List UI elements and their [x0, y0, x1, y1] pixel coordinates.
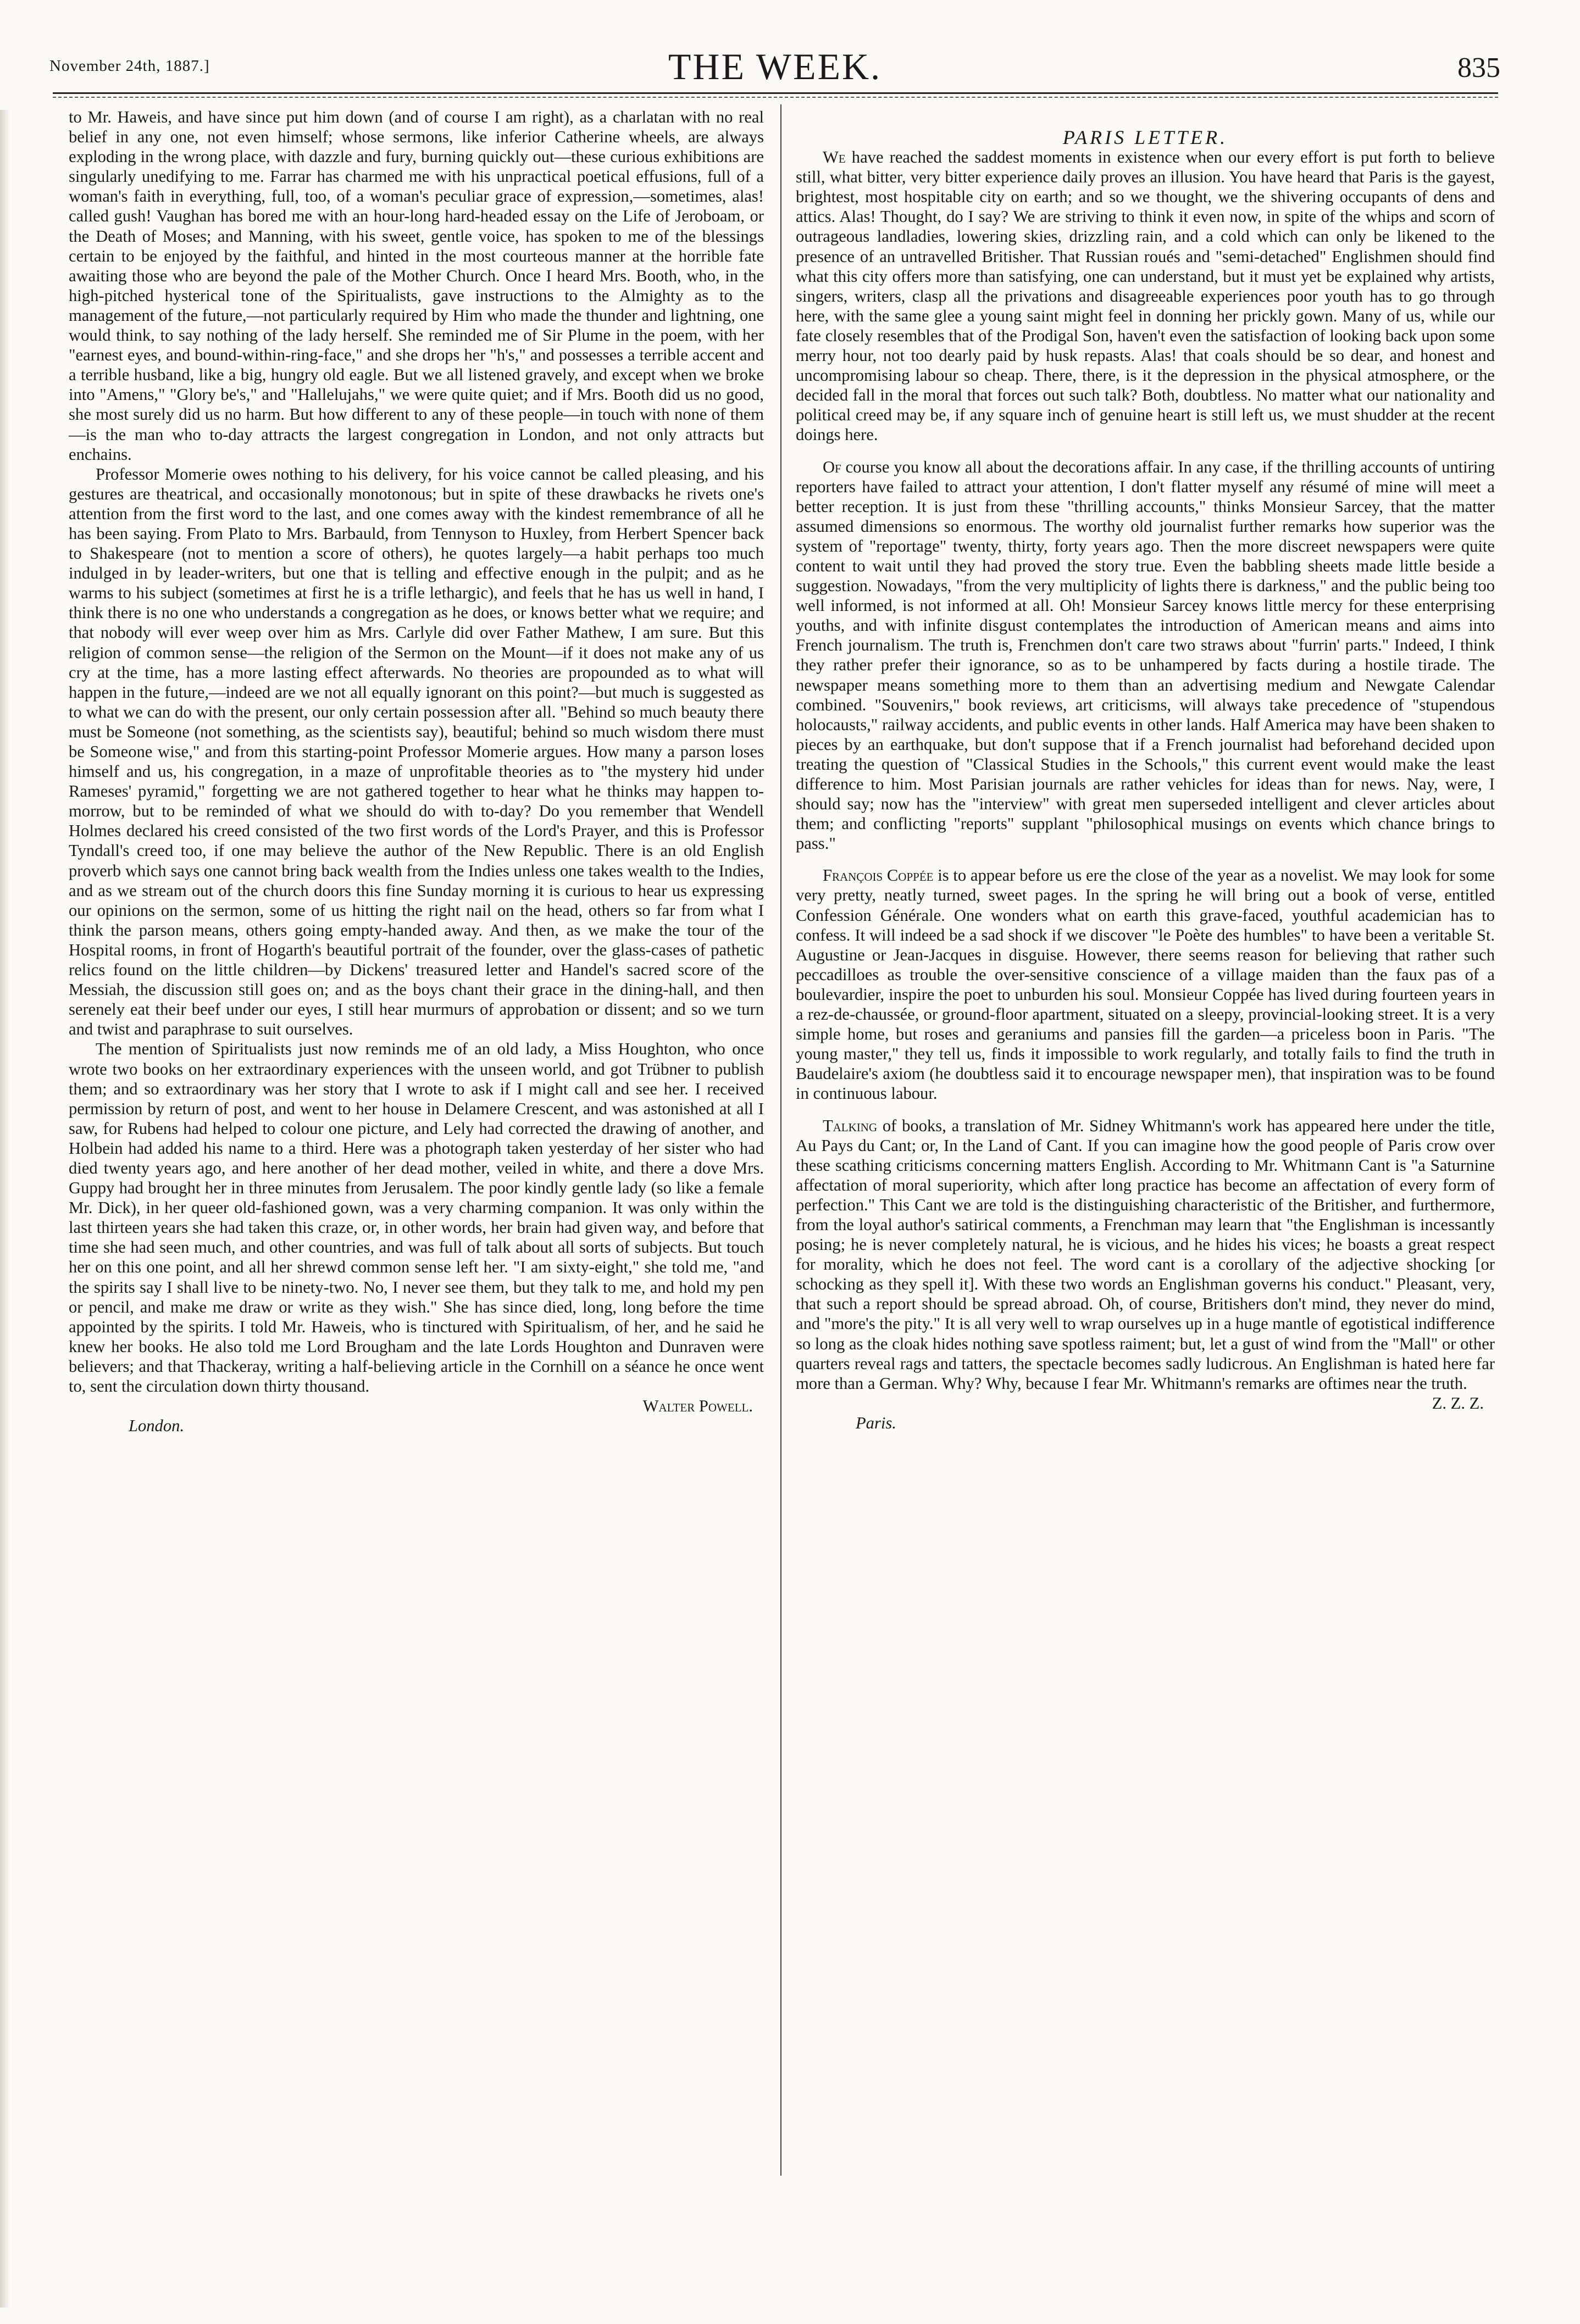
paragraph-lead: François Coppée: [822, 866, 934, 885]
article-paragraph: [796, 865, 1495, 1103]
masthead-title: THE WEEK.: [668, 46, 882, 87]
paragraph-body: have reached the saddest moments in existence when our every effort is put forth to believe still, what bitter, very bitter experience daily proves an illusion. You have heard that Paris is the gayest, brightest, most hospitable city on earth; and so we thought, we the shivering occupants of dens and attics. Alas! Thought, do I say? We are striving to think it even now, in spite of the whips and scorn of outrageous landladies, lowering skies, drizzling rain, and a cold which can only be likened to the presence of an untravelled Britisher. That Russian roués and "semi-detached" Englishmen should find what this city offers more than satisfying, one can understand, but it must yet be explained why artists, singers, writers, clasp all the privations and disagreeable experiences poor youth has to go through here, with the same glee a young saint might feel in donning her prickly gown. Many of us, while our fate closely resembles that of the Prodigal Son, haven't even the satisfaction of looking back upon some merry hour, not too dearly paid by husk repasts. Alas! that coals should be so dear, and honest and uncompromising labour so cheap. There, there, is it the depression in the physical atmosphere, or the decided fall in the moral that forces out such talk? Both, doubtless. No matter what our nationality and political creed may be, if any square inch of genuine heart is still left us, we must shudder at the recent doings here.: [796, 148, 1495, 444]
page-number: 835: [1457, 52, 1500, 84]
dateline-place: London.: [128, 1416, 185, 1436]
article-paragraph: to Mr. Haweis, and have since put him down (and of course I am right), as a charlatan with no real belief in any one, not even himself; whose sermons, like inferior Catherine wheels, are always exploding in the wrong place, with dazzle and fury, burning quickly out—these curious exhibitions are singularly unedifying to me. Farrar has charmed me with his unpractical poetical effusions, full of a woman's faith in everything, full, too, of a woman's peculiar grace of expression,—sometimes, alas! called gush! Vaughan has bored me with an hour-long hard-headed essay on the Life of Jeroboam, or the Death of Moses; and Manning, with his sweet, gentle voice, has spoken to me of the blessings certain to be enjoyed by the faithful, and hinted in the most courteous manner at the horrible fate awaiting those who are beyond the pale of the Mother Church. Once I heard Mrs. Booth, who, in the high-pitched hysterical tone of the Spiritualists, gave instructions to the Almighty as to the management of the future,—not particularly required by Him who made the thunder and lightning, one would think, to say nothing of the lady herself. She reminded me of Sir Plume in the poem, with her "earnest eyes, and bound-within-ring-face," and she drops her "h's," and possesses a terrible accent and a terrible husband, like a big, hungry old eagle. But we all listened gravely, and except when we broke into "Amens," "Glory be's," and "Hallelujahs," we were quite quiet; and if Mrs. Booth did us no good, she most surely did us no harm. But how different to any of these people—in touch with none of them—is the man who to-day attracts the largest congregation in London, and not only attracts but enchains.: [69, 108, 764, 464]
right-column: [796, 127, 1495, 1433]
dateline-place: Paris.: [855, 1413, 896, 1432]
paragraph-body: of books, a translation of Mr. Sidney Whitmann's work has appeared here under the title, Au Pays du Cant; or, In the Land of Cant. If you can imagine how the good people of Paris crow over these scathing criticisms concerning matters English. According to Mr. Whitmann Cant is "a Saturnine affectation of moral superiority, which after long practice has become an affectation of every form of perfection." This Cant we are told is the distinguishing characteristic of the Britisher, and furthermore, from the loyal author's satirical comments, a Frenchman may learn that "the Englishman is incessantly posing; he is never completely natural, he is vicious, and he hides his vices; he boasts a great respect for morality, which he does not feel. The word cant is a corollary of the adjective shocking [or schocking as they spell it]. With these two words an Englishman governs his conduct." Pleasant, very, that such a report should be spread abroad. Oh, of course, Britishers don't mind, they never do mind, and "more's the pity." It is all very well to wrap ourselves up in a huge mantle of egotistical indifference so long as the cloak hides nothing save spotless raiment; but, let a gust of wind from the "Mall" or other quarters reveal rags and tatters, the spectacle becomes sadly ludicrous. An Englishman is hated here far more than a German. Why? Why, because I fear Mr. Whitmann's remarks are oftimes near the truth.: [796, 1116, 1495, 1393]
section-heading: PARIS LETTER.: [1062, 126, 1228, 148]
page-edge-shadow: [0, 110, 10, 2308]
paragraph-lead: Of: [822, 457, 841, 476]
header-dashed-rule: [53, 97, 1498, 98]
article-paragraph: [796, 1116, 1495, 1393]
author-signature: Walter Powell.: [642, 1397, 753, 1416]
paragraph-lead: Talking: [822, 1116, 878, 1135]
author-signature: Z. Z. Z.: [1432, 1393, 1484, 1413]
article-paragraph: The mention of Spiritualists just now reminds me of an old lady, a Miss Houghton, who once wrote two books on her extraordinary experiences with the unseen world, and got Trübner to publish them; and so extraordinary was her story that I wrote to ask if I might call and see her. I received permission by return of post, and went to her house in Delamere Crescent, and was astonished at all I saw, for Rubens had helped to colour one picture, and Lely had corrected the drawing of another, and Holbein had added his name to a third. Here was a photograph taken yesterday of her sister who had died twenty years ago, and here another of her dead mother, veiled in white, and there a dove Mrs. Guppy had brought her in three minutes from Jerusalem. The poor kindly gentle lady (so like a female Mr. Dick), in her queer old-fashioned gown, was a very charming companion. It was only within the last thirteen years she had taken this craze, or, in other words, her brain had given way, and before that time she had seen much, and other countries, and was full of talk about all sorts of subjects. But touch her on this one point, and all her shrewd common sense left her. "I am sixty-eight," she told me, "and the spirits say I shall live to be ninety-two. No, I never see them, but they talk to me, and hold my pen or pencil, and make me draw or write as they wish." She has since died, long, long before the time appointed by the spirits. I told Mr. Haweis, who is tinctured with Spiritualism, of her, and he said he knew her books. He also told me Lord Brougham and the late Lords Houghton and Dunraven were believers; and that Thackeray, writing a half-believing article in the Cornhill on a séance he once went to, sent the circulation down thirty thousand.: [69, 1039, 764, 1395]
left-column: [69, 107, 764, 1436]
column-divider: [780, 104, 781, 2176]
article-paragraph: [796, 147, 1495, 444]
article-paragraph: [796, 457, 1495, 854]
paragraph-body: is to appear before us ere the close of the year as a novelist. We may look for some very pretty, neatly turned, sweet pages. In the spring he will bring out a book of verse, entitled Confession Générale. One wonders what on earth this grave-faced, youthful academician has to confess. It will indeed be a sad shock if we discover "le Poète des humbles" to have been a veritable St. Augustine or Jean-Jacques in disguise. However, there seems reason for believing that rather such peccadilloes as trouble the over-sensitive conscience of a village maiden than the faux pas of a boulevardier, inspire the poet to unburden his soul. Monsieur Coppée has lived during fourteen years in a rez-de-chaussée, or ground-floor apartment, situated on a sleepy, provincial-looking street. It is a very simple home, but roses and geraniums and pansies fill the garden—a priceless boon in Paris. "The young master," they tell us, finds it impossible to work regularly, and totally fails to find the truth in Baudelaire's axiom (he doubtless said it to encourage newspaper men), that inspiration was to be found in continuous labour.: [796, 866, 1495, 1103]
header-rule: [53, 92, 1498, 94]
paragraph-body: course you know all about the decorations affair. In any case, if the thrilling accounts of untiring reporters have failed to attract your attention, I don't flatter myself any résumé of mine will meet a better reception. It is just from these "thrilling accounts," thinks Monsieur Sarcey, that the matter assumed dimensions so enormous. The worthy old journalist further remarks how superior was the system of "reportage" twenty, thirty, forty years ago. Then the more discreet newspapers were quite content to wait until they had proved the story true. Even the babbling sheets made little beside a suggestion. Nowadays, "from the very multiplicity of lights there is darkness," and the public being too well informed, is not informed at all. Oh! Monsieur Sarcey knows little mercy for these enterprising youths, and with infinite disgust contemplates the introduction of American means and aims into French journalism. The truth is, Frenchmen don't care two straws about "furrin' parts." Indeed, I think they rather prefer their ignorance, so as to be unhampered by facts during a hostile tirade. The newspaper means something more to them than an advertising medium and Newgate Calendar combined. "Souvenirs," book reviews, art criticisms, will always take precedence of "stupendous holocausts," railway accidents, and public events in other lands. Half America may have been shaken to pieces by an earthquake, but don't suppose that if a French journalist had beforehand decided upon treating the question of "Classical Studies in the Schools," this current event would make the least difference to him. Most Parisian journals are rather vehicles for ideas than for news. Nay, were, I should say; now has the "interview" with great men superseded intelligent and clever articles about them; and conflicting "reports" supplant "philosophical musings on events which chance brings to pass.": [796, 457, 1495, 853]
issue-date: November 24th, 1887.]: [49, 57, 210, 75]
running-head: [49, 45, 1500, 94]
article-paragraph: Professor Momerie owes nothing to his delivery, for his voice cannot be called pleasing, and his gestures are theatrical, and occasionally monotonous; but in spite of these drawbacks he rivets one's attention from the first word to the last, and one comes away with the kindest remembrance of all he has been saying. From Plato to Mrs. Barbauld, from Tennyson to Huxley, from Herbert Spencer back to Shakespeare (not to mention a score of others), he quotes largely—a habit perhaps too much indulged in by leader-writers, but one that is telling and effective enough in the pulpit; and as he warms to his subject (sometimes at first he is a trifle lethargic), and feels that he has us well in hand, I think there is no one who understands a congregation as he does, or knows better what we require; and that nobody will ever weep over him as Mrs. Carlyle did over Father Mathew, I am sure. But this religion of common sense—the religion of the Sermon on the Mount—if it does not make any of us cry at the time, has a more lasting effect afterwards. No theories are propounded as to what will happen in the future,—indeed are we not all equally ignorant on this point?—but much is suggested as to what we can do with the present, our only certain possession after all. "Behind so much beauty there must be Someone (not something, as the scientists say), beautiful; behind so much wisdom there must be Someone wise," and from this starting-point Professor Momerie argues. How many a parson loses himself and us, his congregation, in a maze of unprofitable theories as to "the mystery hid under Rameses' pyramid," forgetting we are not gathered together to hear what he thinks may happen to-morrow, but to be reminded of what we should do with to-day? Do you remember that Wendell Holmes declared his creed consisted of the two first words of the Lord's Prayer, and this is Professor Tyndall's creed too, if one may believe the author of the New Republic. There is an old English proverb which says one cannot bring back wealth from the Indies unless one takes wealth to the Indies, and as we stream out of the church doors this fine Sunday morning it is curious to hear us expressing our opinions on the sermon, some of us hitting the right nail on the head, others so far from what I think the parson means, others going empty-handed away. And then, as we make the tour of the Hospital rooms, in front of Hogarth's beautiful portrait of the founder, over the glass-cases of pathetic relics found on the little children—by Dickens' treasured letter and Handel's sacred score of the Messiah, the discussion still goes on; and as the boys chant their grace in the dining-hall, and then serenely eat their beef under our eyes, I still hear murmurs of approbation or dissent; and so we turn and twist and paraphrase to suit ourselves.: [69, 464, 764, 1039]
paragraph-lead: We: [822, 148, 846, 167]
